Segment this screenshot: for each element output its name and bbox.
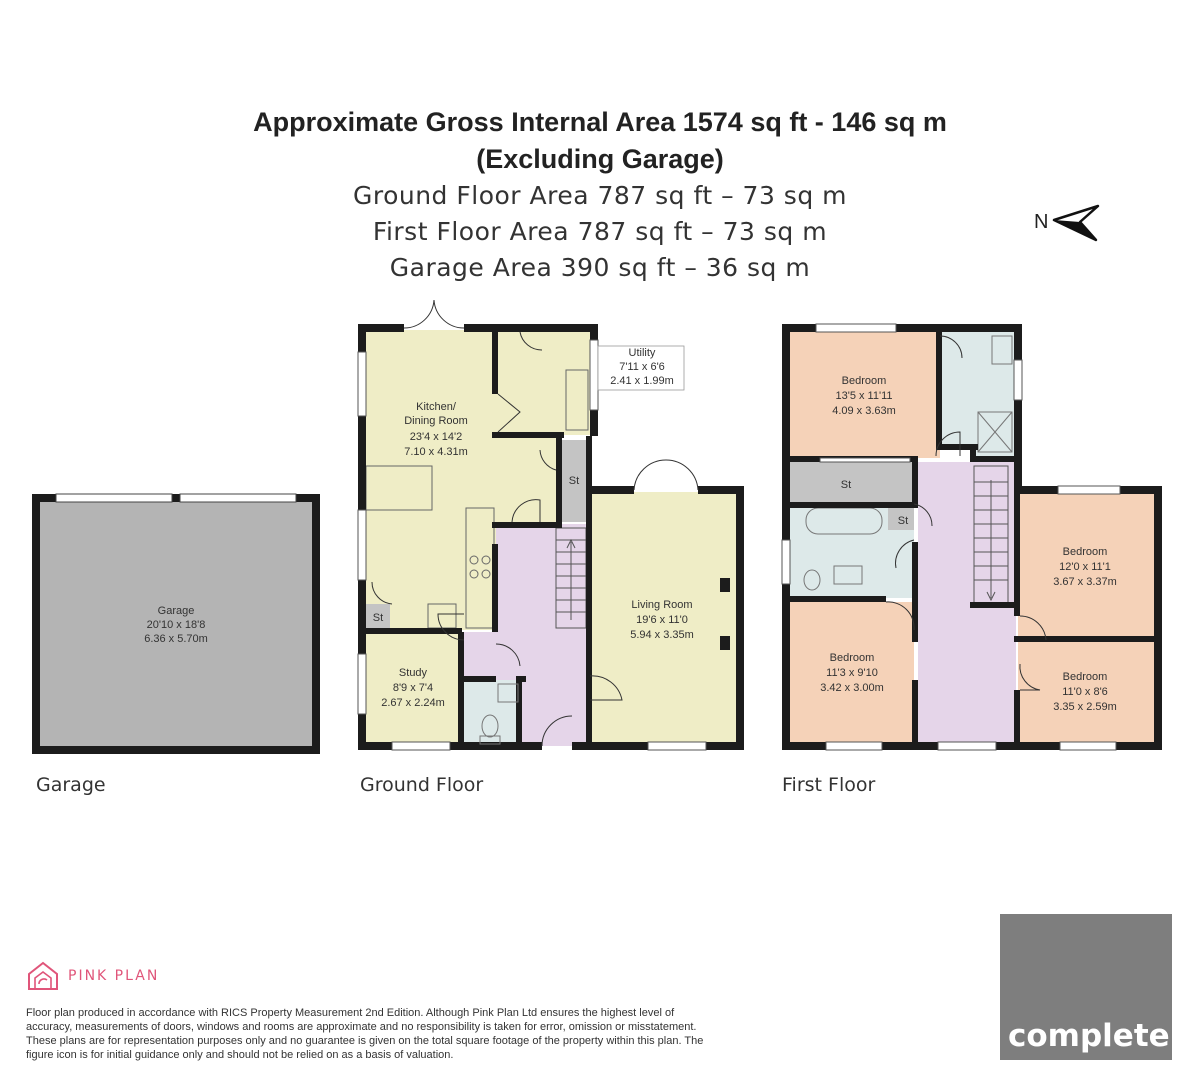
excluding-garage-note: (Excluding Garage) — [476, 144, 724, 174]
bedroom-1-name: Bedroom — [841, 375, 887, 387]
complete-agent-text: complete. — [1008, 1018, 1182, 1054]
pink-plan-logo — [26, 960, 159, 992]
store-label: St — [568, 475, 580, 487]
living-imperial: 19'6 x 11'0 — [636, 614, 688, 626]
study-name: Study — [398, 667, 428, 679]
complete-agent-logo — [1000, 914, 1182, 1060]
garage-floor-label: Garage — [36, 774, 106, 796]
compass-n-label: N — [1034, 211, 1049, 233]
study-metric: 2.67 x 2.24m — [381, 697, 445, 709]
bedroom-4-imperial: 11'0 x 8'6 — [1062, 686, 1108, 698]
store-label: St — [372, 612, 384, 624]
living-metric: 5.94 x 3.35m — [630, 629, 694, 641]
utility-callout — [598, 346, 684, 390]
first-floor-area: First Floor Area 787 sq ft – 73 sq m — [372, 217, 828, 246]
study-imperial: 8'9 x 7'4 — [392, 682, 434, 694]
utility-metric: 2.41 x 1.99m — [610, 375, 674, 387]
garage-door — [180, 494, 296, 502]
ground-floor-plan — [358, 300, 744, 750]
bedroom-4-metric: 3.35 x 2.59m — [1053, 701, 1117, 713]
ground-floor-label: Ground Floor — [360, 774, 484, 796]
bedroom-3-metric: 3.42 x 3.00m — [820, 682, 884, 694]
store-label: St — [897, 515, 909, 527]
first-floor-label: First Floor — [782, 774, 876, 796]
garage-room-name: Garage — [157, 605, 195, 617]
bedroom-3-name: Bedroom — [829, 652, 875, 664]
kitchen-metric: 7.10 x 4.31m — [404, 446, 468, 458]
bedroom-1-imperial: 13'5 x 11'11 — [835, 390, 893, 402]
utility-name: Utility — [628, 347, 656, 359]
kitchen-name-line1: Kitchen/ — [416, 401, 456, 413]
garage-room-metric: 6.36 x 5.70m — [144, 633, 208, 645]
bedroom-2-metric: 3.67 x 3.37m — [1053, 576, 1117, 588]
bedroom-4-name: Bedroom — [1062, 671, 1108, 683]
disclaimer-text: Floor plan produced in accordance with RICS Property Measurement 2nd Edition. Although Pink Plan Ltd ensures the highest level of accuracy, measurements of doors, windows and rooms are approximate and no responsibility is taken for error, omission or misstatement. These plans are for representation purposes only and no guarantee is given on the total square footage of the property within this plan. The figure icon is for initial guidance only and should not be relied on as a basis of valuation. — [26, 1007, 704, 1061]
garage-room-imperial: 20'10 x 18'8 — [146, 619, 206, 631]
utility-imperial: 7'11 x 6'6 — [619, 361, 665, 373]
bedroom-3-imperial: 11'3 x 9'10 — [826, 667, 878, 679]
store-label: St — [840, 479, 852, 491]
bedroom-2-imperial: 12'0 x 11'1 — [1059, 561, 1111, 573]
garage-door — [56, 494, 172, 502]
living-name: Living Room — [631, 599, 693, 611]
ground-floor-area: Ground Floor Area 787 sq ft – 73 sq m — [352, 181, 848, 210]
bedroom-2-name: Bedroom — [1062, 546, 1108, 558]
pink-plan-house-icon — [26, 960, 60, 992]
gross-area-title: Approximate Gross Internal Area 1574 sq ft - 146 sq m — [253, 107, 947, 137]
utility-room — [496, 330, 592, 435]
garage-area: Garage Area 390 sq ft – 36 sq m — [389, 253, 811, 282]
bedroom-1-metric: 4.09 x 3.63m — [832, 405, 896, 417]
kitchen-name-line2: Dining Room — [404, 415, 468, 427]
kitchen-imperial: 23'4 x 14'2 — [409, 431, 463, 443]
first-floor-plan — [782, 324, 1162, 750]
garage-plan — [36, 494, 316, 750]
pink-plan-brand: PINK PLAN — [68, 968, 160, 984]
